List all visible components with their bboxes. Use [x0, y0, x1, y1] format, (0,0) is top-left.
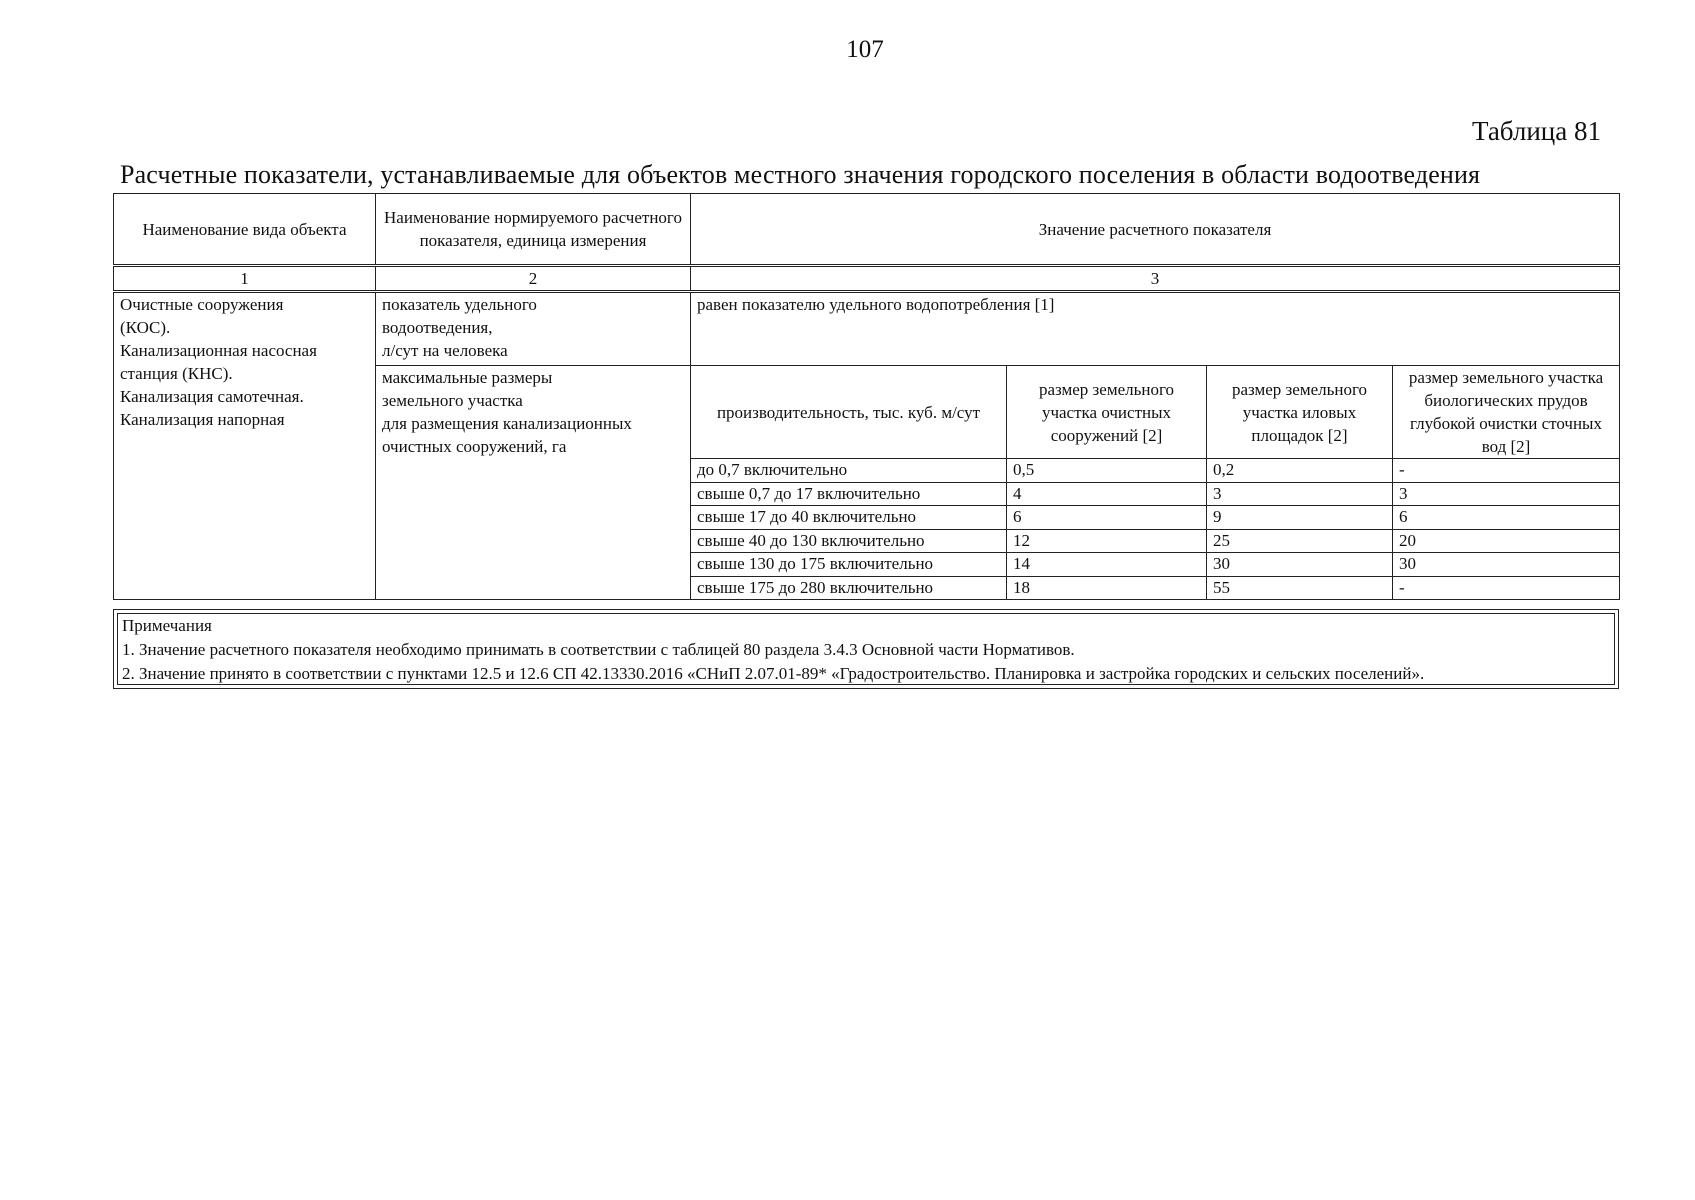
object-name-cell — [114, 292, 376, 600]
treatment-cell: 4 — [1007, 482, 1207, 506]
indicators-table — [113, 193, 1620, 600]
table-title: Расчетные показатели, устанавливаемые для объектов местного значения городского поселения в области водоотведения — [120, 160, 1481, 189]
ponds-cell: - — [1393, 459, 1620, 483]
indicator1-name-line: водоотведения, — [382, 318, 493, 337]
indicator1-value-cell: равен показателю удельного водопотребления [1] — [691, 292, 1620, 366]
capacity-cell: свыше 17 до 40 включительно — [691, 506, 1007, 530]
capacity-cell: свыше 175 до 280 включительно — [691, 576, 1007, 600]
header-object-type: Наименование вида объекта — [114, 194, 376, 266]
column-number-2: 2 — [376, 266, 691, 292]
subheader-capacity: производительность, тыс. куб. м/сут — [691, 366, 1007, 459]
sludge-cell: 0,2 — [1207, 459, 1393, 483]
capacity-cell: до 0,7 включительно — [691, 459, 1007, 483]
notes-box — [113, 609, 1619, 689]
subheader-treatment: размер земельного участка очистных сооружений [2] — [1007, 366, 1207, 459]
indicator2-name-line: земельного участка — [382, 391, 523, 410]
indicator2-name-line: очистных сооружений, га — [382, 437, 567, 456]
object-name-line: Канализация напорная — [120, 410, 285, 429]
capacity-cell: свыше 40 до 130 включительно — [691, 529, 1007, 553]
sludge-cell: 3 — [1207, 482, 1393, 506]
treatment-cell: 12 — [1007, 529, 1207, 553]
object-name-line: Очистные сооружения — [120, 295, 284, 314]
table-number: Таблица 81 — [1472, 116, 1601, 146]
sludge-cell: 9 — [1207, 506, 1393, 530]
indicator2-name-line: максимальные размеры — [382, 368, 553, 387]
indicator2-name-cell — [376, 366, 691, 600]
indicator1-name-line: показатель удельного — [382, 295, 537, 314]
treatment-cell: 18 — [1007, 576, 1207, 600]
object-name-line: Канализационная насосная — [120, 341, 317, 360]
notes-heading: Примечания — [122, 616, 212, 635]
indicator1-name-line: л/сут на человека — [382, 341, 508, 360]
table-row — [114, 292, 1620, 366]
subheader-ponds: размер земельного участка биологических прудов глубокой очистки сточных вод [2] — [1393, 366, 1620, 459]
treatment-cell: 6 — [1007, 506, 1207, 530]
sludge-cell: 25 — [1207, 529, 1393, 553]
header-indicator-value: Значение расчетного показателя — [691, 194, 1620, 266]
sludge-cell: 30 — [1207, 553, 1393, 577]
column-number-3: 3 — [691, 266, 1620, 292]
column-number-1: 1 — [114, 266, 376, 292]
ponds-cell: 6 — [1393, 506, 1620, 530]
object-name-line: (КОС). — [120, 318, 171, 337]
subheader-sludge: размер земельного участка иловых площадок [2] — [1207, 366, 1393, 459]
object-name-line: станция (КНС). — [120, 364, 233, 383]
sludge-cell: 55 — [1207, 576, 1393, 600]
header-indicator-name: Наименование нормируемого расчетного показателя, единица измерения — [376, 194, 691, 266]
treatment-cell: 0,5 — [1007, 459, 1207, 483]
object-name-line: Канализация самотечная. — [120, 387, 304, 406]
indicator1-name-cell — [376, 292, 691, 366]
ponds-cell: 30 — [1393, 553, 1620, 577]
note-item: 1. Значение расчетного показателя необходимо принимать в соответствии с таблицей 80 раздела 3.4.3 Основной части Нормативов. — [122, 640, 1075, 659]
note-item: 2. Значение принято в соответствии с пунктами 12.5 и 12.6 СП 42.13330.2016 «СНиП 2.07.01-89* «Градостроительство. Планировка и застройка городских и сельских поселений». — [122, 664, 1425, 683]
page-number: 107 — [846, 36, 884, 63]
ponds-cell: 3 — [1393, 482, 1620, 506]
ponds-cell: 20 — [1393, 529, 1620, 553]
capacity-cell: свыше 130 до 175 включительно — [691, 553, 1007, 577]
indicator2-name-line: для размещения канализационных — [382, 414, 632, 433]
ponds-cell: - — [1393, 576, 1620, 600]
capacity-cell: свыше 0,7 до 17 включительно — [691, 482, 1007, 506]
column-numbers-row — [114, 266, 1620, 292]
header-row — [114, 194, 1620, 266]
treatment-cell: 14 — [1007, 553, 1207, 577]
